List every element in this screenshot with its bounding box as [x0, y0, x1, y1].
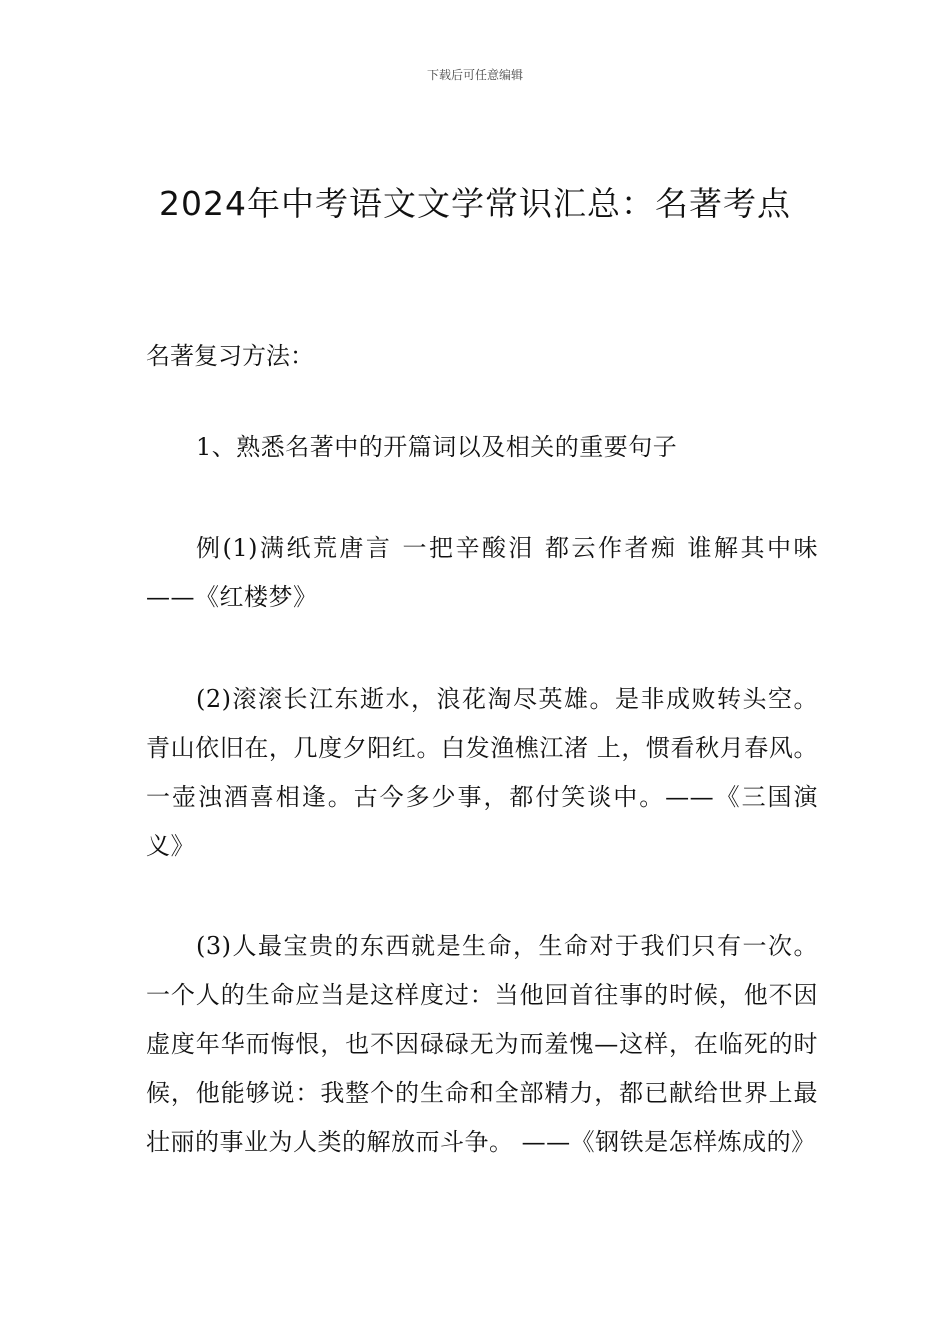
- paragraph-example-1: 例(1)满纸荒唐言 一把辛酸泪 都云作者痴 谁解其中味——《红楼梦》: [146, 534, 818, 611]
- paragraph-example-3: (3)人最宝贵的东西就是生命，生命对于我们只有一次。一个人的生命应当是这样度过：当他回首往事的时候，他不因虚度年华而悔恨，也不因碌碌无为而羞愧—这样，在临死的时候，他能够说：我整个的生命和全部精力，都已献给世界上最壮丽的事业为人类的解放而斗争。 ——《钢铁是怎样炼成的》: [146, 932, 818, 1156]
- header-note: 下载后可任意编辑: [426, 68, 523, 82]
- section-heading: 名著复习方法：: [146, 342, 314, 370]
- document-title: 2024年中考语文文学常识汇总：名著考点: [159, 184, 791, 223]
- paragraph-example-2: (2)滚滚长江东逝水，浪花淘尽英雄。是非成败转头空。青山依旧在，几度夕阳红。白发渔樵江渚 上，惯看秋月春风。一壶浊酒喜相逢。古今多少事，都付笑谈中。——《三国演义》: [146, 685, 818, 860]
- paragraph-method-1: 1、熟悉名著中的开篇词以及相关的重要句子: [196, 433, 678, 461]
